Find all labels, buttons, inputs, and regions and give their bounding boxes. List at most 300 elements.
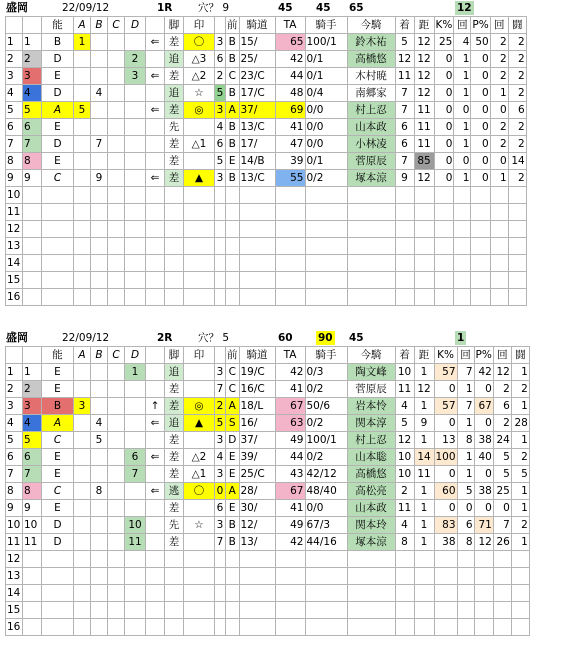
- col-header-finish: 着: [395, 17, 414, 34]
- cell-mark: [184, 238, 215, 255]
- cell-row-no: 12: [6, 551, 23, 568]
- cell-c: [108, 85, 125, 102]
- cell-p-pct: [474, 602, 493, 619]
- cell-d: 11: [125, 534, 146, 551]
- cell-p-pct: 0: [471, 68, 490, 85]
- table-row: [6, 204, 527, 221]
- cell-jockey: 菅原辰: [347, 153, 395, 170]
- cell-fight: 2: [508, 85, 526, 102]
- col-header-prev: 前: [226, 17, 240, 34]
- cell-ability: E: [42, 153, 74, 170]
- cell-jockey: 塚本涼: [347, 170, 395, 187]
- cell-a: [74, 415, 91, 432]
- header-value-1: 60: [278, 332, 293, 344]
- cell-jockey: [347, 551, 395, 568]
- cell-arrow: ↑: [146, 398, 165, 415]
- cell-k-pct: 0: [434, 466, 457, 483]
- cell-distance: 1: [414, 364, 434, 381]
- cell-gate: 4: [23, 85, 42, 102]
- cell-gate: 5: [23, 432, 42, 449]
- cell-ability: E: [42, 449, 74, 466]
- cell-d: [125, 221, 146, 238]
- cell-ability: C: [42, 483, 74, 500]
- venue-label: 盛岡: [6, 1, 28, 14]
- cell-gate: 2: [23, 381, 42, 398]
- cell-times: [457, 551, 474, 568]
- cell-mark: [184, 381, 215, 398]
- cell-ta: 41: [275, 500, 305, 517]
- table-row: [6, 483, 530, 500]
- cell-c: [108, 272, 125, 289]
- cell-fight: [508, 272, 526, 289]
- cell-course: 13/: [239, 534, 275, 551]
- cell-times: [454, 187, 471, 204]
- cell-mark: [184, 364, 215, 381]
- cell-jockey: 南郷家: [347, 85, 395, 102]
- cell-d: [125, 381, 146, 398]
- cell-b: [91, 449, 108, 466]
- cell-row-no: 13: [6, 238, 23, 255]
- cell-finish: [395, 187, 414, 204]
- cell-times: [457, 568, 474, 585]
- cell-prev: E: [226, 449, 240, 466]
- cell-jockey-result: [305, 568, 347, 585]
- cell-prev: E: [226, 153, 240, 170]
- col-header-rank: [215, 347, 226, 364]
- cell-row-no: 14: [6, 255, 23, 272]
- cell-a: [74, 449, 91, 466]
- cell-ta: 43: [275, 466, 305, 483]
- cell-ability: D: [42, 517, 74, 534]
- cell-a: [74, 51, 91, 68]
- cell-row-no: 10: [6, 517, 23, 534]
- cell-b: [91, 602, 108, 619]
- cell-a: [74, 381, 91, 398]
- cell-row-no: 9: [6, 500, 23, 517]
- cell-times: 1: [457, 466, 474, 483]
- cell-times: 8: [457, 534, 474, 551]
- cell-times: 1: [457, 415, 474, 432]
- cell-mark: [184, 119, 215, 136]
- col-header-finish: 着: [395, 347, 414, 364]
- cell-row-no: 6: [6, 119, 23, 136]
- table-row: [6, 51, 527, 68]
- cell-a: [74, 483, 91, 500]
- cell-fight: 2: [511, 517, 529, 534]
- cell-b: [91, 534, 108, 551]
- race-1-header: [0, 0, 578, 16]
- header-value-4: 12: [457, 2, 472, 14]
- cell-b: 7: [91, 136, 108, 153]
- cell-a: [74, 619, 91, 636]
- cell-b: [91, 238, 108, 255]
- cell-a: 5: [74, 102, 91, 119]
- cell-prev: B: [226, 119, 240, 136]
- table-row: [6, 153, 527, 170]
- cell-d: 7: [125, 466, 146, 483]
- cell-k-pct: 25: [434, 34, 454, 51]
- col-header-d: D: [125, 347, 146, 364]
- cell-row-no: 1: [6, 364, 23, 381]
- cell-c: [108, 153, 125, 170]
- cell-c: [108, 170, 125, 187]
- col-header-jockey: 今騎: [347, 17, 395, 34]
- cell-ability: C: [42, 432, 74, 449]
- cell-jockey: [347, 272, 395, 289]
- cell-c: [108, 449, 125, 466]
- cell-course: 17/: [239, 136, 275, 153]
- cell-style: [165, 585, 184, 602]
- cell-k-pct: 13: [434, 432, 457, 449]
- cell-times2: 0: [493, 500, 511, 517]
- cell-finish: 10: [395, 466, 414, 483]
- cell-jockey: 関本玲: [347, 517, 395, 534]
- cell-prev: [226, 602, 240, 619]
- cell-rank: 3: [215, 432, 226, 449]
- cell-d: [125, 500, 146, 517]
- cell-ta: 41: [275, 381, 305, 398]
- cell-ta: 55: [275, 170, 305, 187]
- cell-finish: 6: [395, 119, 414, 136]
- cell-c: [108, 255, 125, 272]
- cell-prev: B: [226, 170, 240, 187]
- cell-ability: D: [42, 51, 74, 68]
- cell-c: [108, 289, 125, 306]
- cell-ability: [42, 238, 74, 255]
- cell-jockey-result: [305, 204, 347, 221]
- cell-b: [91, 289, 108, 306]
- cell-prev: [226, 585, 240, 602]
- cell-finish: 12: [395, 51, 414, 68]
- cell-distance: [414, 204, 434, 221]
- cell-a: [74, 119, 91, 136]
- table-row: [6, 449, 530, 466]
- cell-jockey-result: [305, 602, 347, 619]
- cell-fight: [508, 255, 526, 272]
- cell-times: 1: [454, 68, 471, 85]
- cell-b: [91, 272, 108, 289]
- cell-p-pct: 0: [474, 381, 493, 398]
- cell-k-pct: 0: [434, 136, 454, 153]
- cell-ta: [275, 602, 305, 619]
- cell-p-pct: [471, 221, 490, 238]
- cell-gate: 1: [23, 34, 42, 51]
- table-row: [6, 500, 530, 517]
- cell-jockey-result: [305, 585, 347, 602]
- cell-distance: 9: [414, 415, 434, 432]
- cell-arrow: [146, 534, 165, 551]
- cell-rank: [215, 585, 226, 602]
- header-value-1: 45: [278, 2, 293, 14]
- cell-style: 差: [165, 398, 184, 415]
- cell-rank: 3: [215, 466, 226, 483]
- cell-row-no: 1: [6, 34, 23, 51]
- cell-jockey: 木村暁: [347, 68, 395, 85]
- cell-distance: [414, 551, 434, 568]
- cell-jockey-result: [305, 255, 347, 272]
- cell-prev: [226, 551, 240, 568]
- cell-a: [74, 500, 91, 517]
- cell-jockey: 村上忍: [347, 102, 395, 119]
- table-row: [6, 398, 530, 415]
- cell-mark: [184, 204, 215, 221]
- cell-ta: [275, 272, 305, 289]
- cell-k-pct: [434, 551, 457, 568]
- cell-k-pct: 0: [434, 102, 454, 119]
- cell-gate: 8: [23, 483, 42, 500]
- cell-b: [91, 364, 108, 381]
- cell-c: [108, 568, 125, 585]
- table-row: [6, 136, 527, 153]
- cell-prev: B: [226, 34, 240, 51]
- cell-b: [91, 585, 108, 602]
- col-header-row-no: [6, 17, 23, 34]
- cell-course: 23/C: [239, 68, 275, 85]
- cell-mark: [184, 255, 215, 272]
- cell-mark: ☆: [184, 517, 215, 534]
- col-header-mark: 印: [184, 347, 215, 364]
- cell-prev: [226, 187, 240, 204]
- venue-label: 盛岡: [6, 331, 28, 344]
- cell-k-pct: 0: [434, 153, 454, 170]
- cell-finish: [395, 619, 414, 636]
- cell-d: [125, 255, 146, 272]
- cell-times: 1: [454, 51, 471, 68]
- col-header-style: 脚: [165, 17, 184, 34]
- cell-p-pct: [474, 585, 493, 602]
- cell-d: 1: [125, 364, 146, 381]
- cell-course: 16/C: [239, 381, 275, 398]
- cell-gate: [23, 585, 42, 602]
- col-header-times2: 回: [493, 347, 511, 364]
- cell-arrow: [146, 517, 165, 534]
- cell-a: [74, 517, 91, 534]
- cell-mark: ▲: [184, 415, 215, 432]
- cell-fight: [508, 221, 526, 238]
- cell-distance: [414, 619, 434, 636]
- cell-course: 15/: [239, 34, 275, 51]
- cell-jockey-result: 44/16: [305, 534, 347, 551]
- cell-style: [165, 238, 184, 255]
- cell-times: 0: [454, 102, 471, 119]
- cell-k-pct: [434, 204, 454, 221]
- cell-ability: [42, 204, 74, 221]
- cell-p-pct: [471, 272, 490, 289]
- cell-course: [239, 289, 275, 306]
- cell-times2: 1: [490, 85, 508, 102]
- cell-rank: [215, 272, 226, 289]
- cell-style: 追: [165, 51, 184, 68]
- cell-ta: [275, 568, 305, 585]
- cell-c: [108, 221, 125, 238]
- cell-ta: 67: [275, 483, 305, 500]
- cell-rank: [215, 221, 226, 238]
- race-date: 22/09/12: [62, 332, 110, 344]
- cell-a: [74, 136, 91, 153]
- cell-jockey: 鈴木祐: [347, 34, 395, 51]
- cell-k-pct: [434, 272, 454, 289]
- cell-arrow: ⇐: [146, 170, 165, 187]
- cell-c: [108, 381, 125, 398]
- cell-course: 18/L: [239, 398, 275, 415]
- cell-style: 差: [165, 102, 184, 119]
- cell-times2: [490, 204, 508, 221]
- cell-ta: 42: [275, 364, 305, 381]
- cell-jockey-result: 0/0: [305, 136, 347, 153]
- cell-ability: C: [42, 170, 74, 187]
- cell-course: [239, 272, 275, 289]
- cell-times2: 2: [490, 68, 508, 85]
- cell-fight: 1: [511, 500, 529, 517]
- cell-p-pct: 0: [471, 85, 490, 102]
- cell-jockey: 村上忍: [347, 432, 395, 449]
- cell-distance: 12: [414, 85, 434, 102]
- cell-finish: 2: [395, 483, 414, 500]
- cell-gate: [23, 255, 42, 272]
- table-row: [6, 119, 527, 136]
- cell-finish: 5: [395, 415, 414, 432]
- cell-row-no: 16: [6, 289, 23, 306]
- cell-rank: 2: [215, 398, 226, 415]
- cell-p-pct: 38: [474, 483, 493, 500]
- cell-d: [125, 102, 146, 119]
- cell-mark: [184, 602, 215, 619]
- cell-course: 13/C: [239, 119, 275, 136]
- cell-p-pct: 0: [471, 119, 490, 136]
- cell-ability: [42, 551, 74, 568]
- cell-jockey-result: 0/0: [305, 102, 347, 119]
- table-row: [6, 68, 527, 85]
- cell-d: [125, 34, 146, 51]
- cell-row-no: 13: [6, 568, 23, 585]
- cell-b: 9: [91, 170, 108, 187]
- cell-times2: 25: [493, 483, 511, 500]
- cell-distance: 14: [414, 449, 434, 466]
- cell-finish: [395, 255, 414, 272]
- table-header-row: [6, 17, 527, 34]
- cell-gate: 10: [23, 517, 42, 534]
- cell-fight: 1: [511, 364, 529, 381]
- cell-k-pct: [434, 255, 454, 272]
- cell-prev: [226, 238, 240, 255]
- col-header-p-pct: P%: [474, 347, 493, 364]
- cell-c: [108, 136, 125, 153]
- cell-c: [108, 34, 125, 51]
- cell-fight: [511, 551, 529, 568]
- cell-prev: B: [226, 136, 240, 153]
- col-header-distance: 距: [414, 347, 434, 364]
- cell-k-pct: 100: [434, 449, 457, 466]
- cell-rank: 3: [215, 517, 226, 534]
- cell-rank: [215, 204, 226, 221]
- cell-arrow: [146, 85, 165, 102]
- cell-a: [74, 255, 91, 272]
- cell-fight: [508, 187, 526, 204]
- cell-a: [74, 238, 91, 255]
- cell-gate: 6: [23, 449, 42, 466]
- cell-gate: [23, 289, 42, 306]
- cell-d: 3: [125, 68, 146, 85]
- cell-gate: 2: [23, 51, 42, 68]
- cell-distance: 11: [414, 119, 434, 136]
- cell-finish: 7: [395, 85, 414, 102]
- cell-style: [165, 255, 184, 272]
- cell-gate: 5: [23, 102, 42, 119]
- cell-jockey: [347, 585, 395, 602]
- cell-k-pct: 83: [434, 517, 457, 534]
- race-date: 22/09/12: [62, 2, 110, 14]
- cell-ability: [42, 221, 74, 238]
- cell-p-pct: 12: [474, 534, 493, 551]
- cell-course: 30/: [239, 500, 275, 517]
- cell-row-no: 3: [6, 68, 23, 85]
- cell-times: 4: [454, 34, 471, 51]
- cell-style: 差: [165, 136, 184, 153]
- cell-p-pct: 0: [471, 170, 490, 187]
- cell-mark: [184, 551, 215, 568]
- cell-gate: [23, 204, 42, 221]
- cell-arrow: [146, 432, 165, 449]
- cell-times2: 2: [490, 119, 508, 136]
- table-row: [6, 619, 530, 636]
- cell-arrow: ⇐: [146, 415, 165, 432]
- header-value-3: 45: [349, 332, 364, 344]
- col-header-k-pct: K%: [434, 347, 457, 364]
- cell-fight: [508, 238, 526, 255]
- table-row: [6, 238, 527, 255]
- col-header-ability: 能: [42, 17, 74, 34]
- race-2-block: [0, 330, 578, 633]
- cell-ta: 42: [275, 534, 305, 551]
- cell-p-pct: 0: [471, 102, 490, 119]
- cell-jockey: [347, 204, 395, 221]
- cell-finish: 4: [395, 398, 414, 415]
- cell-jockey-result: 0/2: [305, 170, 347, 187]
- cell-times: [457, 619, 474, 636]
- cell-p-pct: 0: [474, 466, 493, 483]
- cell-rank: [215, 289, 226, 306]
- cell-c: [108, 51, 125, 68]
- cell-ability: [42, 619, 74, 636]
- cell-ta: [275, 238, 305, 255]
- cell-b: [91, 619, 108, 636]
- cell-rank: 5: [215, 153, 226, 170]
- cell-p-pct: [471, 238, 490, 255]
- cell-k-pct: 0: [434, 85, 454, 102]
- cell-p-pct: 50: [471, 34, 490, 51]
- cell-ability: [42, 568, 74, 585]
- cell-c: [108, 466, 125, 483]
- cell-jockey-result: 0/2: [305, 415, 347, 432]
- cell-style: 差: [165, 449, 184, 466]
- cell-gate: 11: [23, 534, 42, 551]
- cell-mark: [184, 432, 215, 449]
- col-header-gate: [23, 17, 42, 34]
- cell-p-pct: [471, 289, 490, 306]
- cell-b: [91, 34, 108, 51]
- cell-distance: 1: [414, 483, 434, 500]
- cell-mark: △1: [184, 136, 215, 153]
- cell-style: 先: [165, 517, 184, 534]
- cell-gate: [23, 551, 42, 568]
- table-row: [6, 272, 527, 289]
- cell-times: 7: [457, 398, 474, 415]
- cell-ta: 44: [275, 449, 305, 466]
- col-header-style: 脚: [165, 347, 184, 364]
- cell-arrow: [146, 585, 165, 602]
- cell-fight: [508, 289, 526, 306]
- cell-row-no: 5: [6, 432, 23, 449]
